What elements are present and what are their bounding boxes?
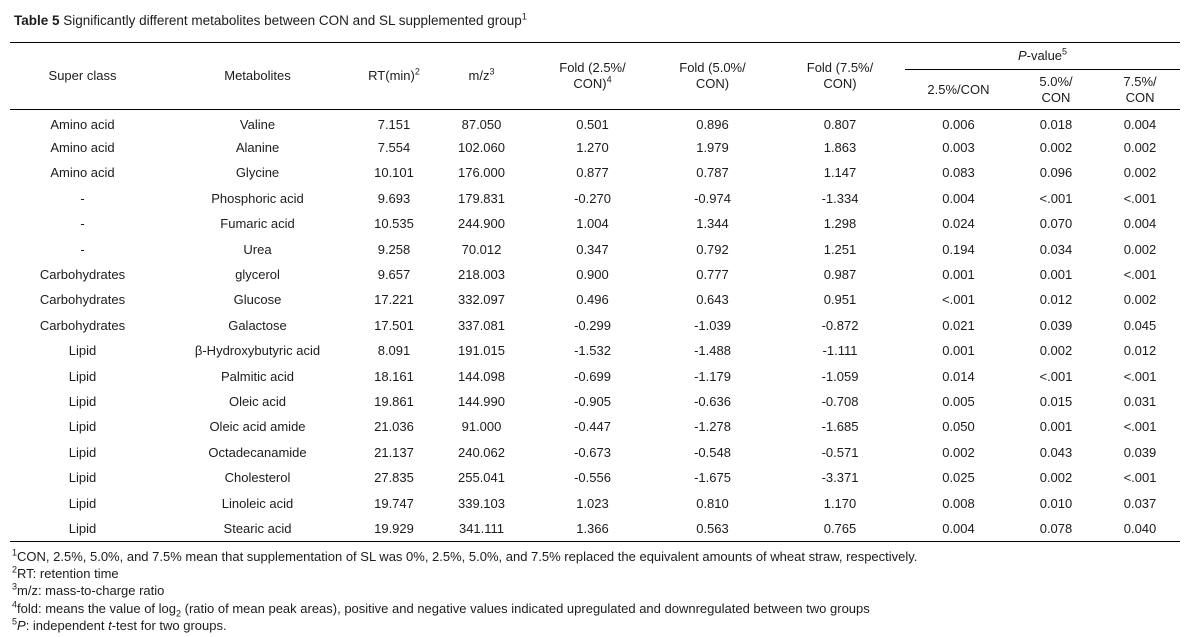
cell-fold-25: 0.900 xyxy=(576,267,609,283)
cell-super-class: Amino acid xyxy=(50,116,115,132)
cell-p-75: 0.037 xyxy=(1123,495,1157,511)
cell-p-75: <.001 xyxy=(1123,190,1157,206)
cell-p-25: 0.003 xyxy=(942,140,975,156)
cell-p-25: 0.014 xyxy=(942,368,975,384)
cell-p-25: 0.024 xyxy=(942,216,975,232)
cell-p-50: 0.001 xyxy=(1039,267,1073,283)
cell-mz: 144.990 xyxy=(458,393,505,409)
col-header-fold-75: Fold (7.5%/ CON) xyxy=(775,43,905,110)
col-header-mz: $m/z^3$ xyxy=(428,43,535,110)
cell-mz: 341.111 xyxy=(458,520,505,536)
cell-metabolite: Galactose xyxy=(228,317,287,333)
cell-super-class: Lipid xyxy=(68,419,97,435)
cell-fold-75: 0.765 xyxy=(823,520,857,536)
cell-metabolite: Octadecanamide xyxy=(208,444,307,460)
cell-p-75: 0.002 xyxy=(1123,165,1157,181)
cell-fold-50: 0.777 xyxy=(696,267,729,283)
table-row xyxy=(10,440,1180,465)
cell-fold-25: -1.532 xyxy=(574,343,611,359)
cell-p-75: 0.004 xyxy=(1123,216,1157,232)
cell-fold-75: -0.872 xyxy=(821,317,859,333)
cell-fold-25: 0.496 xyxy=(576,292,609,308)
cell-metabolite: Oleic acid xyxy=(228,393,287,409)
footnote xyxy=(12,548,1199,565)
cell-super-class: - xyxy=(80,216,85,232)
cell-fold-25: -0.905 xyxy=(574,393,611,409)
cell-fold-25: 1.270 xyxy=(576,140,609,156)
cell-rt: 9.693 xyxy=(377,190,411,206)
cell-p-25: 0.006 xyxy=(942,116,975,132)
cell-fold-25: -0.556 xyxy=(574,470,611,486)
metabolites-table xyxy=(10,42,1180,542)
cell-metabolite: Palmitic acid xyxy=(221,368,294,384)
table-row xyxy=(10,262,1180,287)
cell-super-class: Carbohydrates xyxy=(39,267,126,283)
footnote-text: m/z: mass-to-charge ratio xyxy=(17,583,165,599)
footnote-text: fold: means the value of log xyxy=(17,600,177,616)
table-row xyxy=(10,516,1180,541)
cell-fold-50: 0.792 xyxy=(696,241,729,257)
table-caption-text: Significantly different metabolites between CON and SL supplemented group xyxy=(59,13,522,28)
cell-metabolite: Cholesterol xyxy=(224,470,291,486)
cell-mz: 240.062 xyxy=(458,444,505,460)
cell-p-25: 0.005 xyxy=(942,393,975,409)
cell-mz: 144.098 xyxy=(458,368,505,384)
cell-rt: 19.747 xyxy=(374,495,414,511)
cell-rt: 17.221 xyxy=(374,292,414,308)
cell-mz: 102.060 xyxy=(458,140,505,156)
cell-rt: 21.137 xyxy=(374,444,414,460)
table-body xyxy=(10,110,1180,542)
cell-mz: 218.003 xyxy=(458,267,505,283)
cell-mz: 87.050 xyxy=(461,116,502,132)
cell-fold-75: -1.111 xyxy=(822,343,858,359)
cell-fold-25: -0.699 xyxy=(574,368,611,384)
table-row xyxy=(10,236,1180,261)
cell-fold-50: 0.896 xyxy=(696,116,729,132)
cell-p-50: <.001 xyxy=(1039,190,1073,206)
cell-metabolite: Stearic acid xyxy=(223,520,292,536)
cell-metabolite: Valine xyxy=(239,116,276,132)
cell-rt: 7.554 xyxy=(377,140,411,156)
cell-fold-75: -1.334 xyxy=(821,190,859,206)
col-header-rt: $RT(\min)^2$ xyxy=(360,43,428,110)
cell-metabolite: Glucose xyxy=(233,292,282,308)
footnote-text: P xyxy=(17,618,26,634)
cell-fold-25: 1.004 xyxy=(576,216,609,232)
table-row xyxy=(10,211,1180,236)
cell-fold-50: -1.039 xyxy=(694,317,731,333)
table-row xyxy=(10,363,1180,388)
cell-p-25: 0.083 xyxy=(942,165,975,181)
cell-metabolite: glycerol xyxy=(235,267,280,283)
table-caption-superscript: 1 xyxy=(521,11,527,22)
table-row xyxy=(10,338,1180,363)
cell-p-50: 0.010 xyxy=(1039,495,1073,511)
table-row xyxy=(10,186,1180,211)
cell-mz: 179.831 xyxy=(458,190,505,206)
cell-fold-75: 0.807 xyxy=(823,116,857,132)
cell-fold-25: 0.347 xyxy=(576,241,609,257)
cell-fold-50: 1.979 xyxy=(696,140,729,156)
cell-rt: 17.501 xyxy=(374,317,414,333)
col-header-pvalue: P-value$^5$ xyxy=(905,43,1180,70)
cell-mz: 339.103 xyxy=(458,495,505,511)
cell-mz: 337.081 xyxy=(458,317,505,333)
cell-p-25: <.001 xyxy=(942,292,975,308)
cell-p-75: 0.002 xyxy=(1123,292,1157,308)
cell-fold-50: 0.643 xyxy=(696,292,729,308)
cell-p-50: 0.001 xyxy=(1039,419,1073,435)
cell-super-class: Lipid xyxy=(68,393,97,409)
cell-super-class: - xyxy=(80,241,85,257)
cell-fold-50: 0.563 xyxy=(696,520,729,536)
table-number: Table 5 xyxy=(14,13,60,28)
cell-rt: 19.861 xyxy=(374,393,414,409)
cell-rt: 8.091 xyxy=(377,343,411,359)
cell-mz: 91.000 xyxy=(461,419,502,435)
col-header-p-50: 5.0%/ CON xyxy=(1012,70,1100,110)
cell-fold-25: -0.673 xyxy=(574,444,611,460)
table-row xyxy=(10,490,1180,515)
footnote-text: : independent xyxy=(25,618,109,634)
cell-p-75: 0.004 xyxy=(1123,116,1157,132)
cell-p-75: 0.002 xyxy=(1123,140,1157,156)
footnotes xyxy=(12,548,1199,635)
cell-super-class: Lipid xyxy=(68,470,97,486)
cell-fold-50: -1.675 xyxy=(694,470,731,486)
cell-fold-25: -0.270 xyxy=(574,190,611,206)
col-header-p-75: 7.5%/ CON xyxy=(1100,70,1180,110)
cell-p-50: 0.002 xyxy=(1039,470,1073,486)
cell-rt: 7.151 xyxy=(377,116,411,132)
cell-fold-50: -0.548 xyxy=(694,444,731,460)
cell-p-50: 0.018 xyxy=(1039,116,1073,132)
cell-fold-25: 0.877 xyxy=(576,165,609,181)
cell-p-75: 0.012 xyxy=(1123,343,1157,359)
cell-fold-50: -1.179 xyxy=(694,368,731,384)
cell-p-75: <.001 xyxy=(1123,470,1157,486)
footnote-text: RT: retention time xyxy=(17,566,119,582)
cell-metabolite: Fumaric acid xyxy=(220,216,295,232)
footnote xyxy=(12,565,1199,582)
cell-fold-75: -1.059 xyxy=(821,368,859,384)
cell-rt: 10.101 xyxy=(374,165,414,181)
cell-p-75: 0.031 xyxy=(1123,393,1157,409)
table-row xyxy=(10,389,1180,414)
cell-fold-75: 1.863 xyxy=(823,140,857,156)
cell-p-50: 0.034 xyxy=(1039,241,1073,257)
cell-fold-50: -1.278 xyxy=(694,419,731,435)
cell-p-25: 0.008 xyxy=(942,495,975,511)
col-header-super-class: Super class xyxy=(10,43,155,110)
cell-super-class: Lipid xyxy=(68,444,97,460)
cell-fold-75: -0.708 xyxy=(821,393,859,409)
footnote-marker: 5 xyxy=(12,616,18,627)
cell-super-class: Lipid xyxy=(68,368,97,384)
cell-p-50: 0.078 xyxy=(1039,520,1073,536)
cell-fold-50: -0.974 xyxy=(694,190,731,206)
cell-p-50: 0.015 xyxy=(1039,393,1073,409)
cell-metabolite: Oleic acid amide xyxy=(209,419,306,435)
cell-p-75: 0.039 xyxy=(1123,444,1157,460)
cell-rt: 19.929 xyxy=(374,520,414,536)
cell-p-50: 0.070 xyxy=(1039,216,1073,232)
cell-mz: 255.041 xyxy=(458,470,505,486)
col-header-fold-25: Fold (2.5%/ CON)$^4$ xyxy=(535,43,650,110)
table-row xyxy=(10,313,1180,338)
cell-fold-25: 1.023 xyxy=(576,495,609,511)
cell-metabolite: β-Hydroxybutyric acid xyxy=(194,343,321,359)
cell-fold-75: 1.170 xyxy=(823,495,857,511)
table-header xyxy=(10,43,1180,110)
cell-fold-25: -0.447 xyxy=(574,419,611,435)
cell-p-25: 0.021 xyxy=(942,317,975,333)
table-row xyxy=(10,160,1180,185)
cell-rt: 21.036 xyxy=(374,419,414,435)
cell-super-class: Lipid xyxy=(68,495,97,511)
cell-mz: 244.900 xyxy=(458,216,505,232)
cell-fold-50: 0.787 xyxy=(696,165,729,181)
cell-fold-50: -0.636 xyxy=(694,393,731,409)
cell-p-25: 0.004 xyxy=(942,520,975,536)
cell-metabolite: Urea xyxy=(243,241,272,257)
footnote-text: 2 xyxy=(176,608,182,619)
cell-rt: 27.835 xyxy=(374,470,414,486)
footnote-marker: 1 xyxy=(12,547,18,558)
cell-p-75: 0.002 xyxy=(1123,241,1157,257)
cell-super-class: Lipid xyxy=(68,520,97,536)
footnote-marker: 3 xyxy=(12,582,18,593)
cell-super-class: Carbohydrates xyxy=(39,317,126,333)
cell-rt: 18.161 xyxy=(374,368,414,384)
table-row xyxy=(10,414,1180,439)
cell-mz: 70.012 xyxy=(461,241,502,257)
cell-fold-75: 1.147 xyxy=(823,165,857,181)
footnote-marker: 2 xyxy=(12,564,18,575)
footnote xyxy=(12,600,1199,617)
cell-fold-75: 1.298 xyxy=(823,216,857,232)
cell-super-class: Carbohydrates xyxy=(39,292,126,308)
cell-p-75: 0.040 xyxy=(1123,520,1157,536)
table-row xyxy=(10,110,1180,135)
cell-p-50: 0.096 xyxy=(1039,165,1073,181)
cell-fold-50: 0.810 xyxy=(696,495,729,511)
cell-fold-75: 1.251 xyxy=(823,241,857,257)
cell-fold-50: -1.488 xyxy=(694,343,731,359)
cell-fold-50: 1.344 xyxy=(696,216,729,232)
footnote-marker: 4 xyxy=(12,599,18,610)
cell-metabolite: Glycine xyxy=(235,165,280,181)
cell-p-50: 0.002 xyxy=(1039,343,1073,359)
cell-fold-75: -1.685 xyxy=(821,419,859,435)
cell-super-class: Amino acid xyxy=(50,165,115,181)
footnote-text: (ratio of mean peak areas), positive and negative values indicated upregulated and downregulated between two groups xyxy=(181,600,870,616)
cell-fold-25: 0.501 xyxy=(576,116,609,132)
cell-p-25: 0.001 xyxy=(942,267,975,283)
cell-metabolite: Linoleic acid xyxy=(221,495,294,511)
cell-p-50: 0.039 xyxy=(1039,317,1073,333)
cell-p-25: 0.050 xyxy=(942,419,975,435)
cell-fold-75: -0.571 xyxy=(821,444,859,460)
cell-p-75: <.001 xyxy=(1123,267,1157,283)
cell-p-50: 0.012 xyxy=(1039,292,1073,308)
cell-p-50: 0.043 xyxy=(1039,444,1073,460)
cell-metabolite: Phosphoric acid xyxy=(211,190,304,206)
cell-p-75: 0.045 xyxy=(1123,317,1157,333)
cell-p-25: 0.004 xyxy=(942,190,975,206)
cell-p-50: 0.002 xyxy=(1039,140,1073,156)
col-header-fold-50: Fold (5.0%/ CON) xyxy=(650,43,775,110)
cell-mz: 176.000 xyxy=(458,165,505,181)
cell-p-25: 0.001 xyxy=(942,343,975,359)
footnote xyxy=(12,617,1199,634)
cell-mz: 191.015 xyxy=(458,343,505,359)
table-row xyxy=(10,465,1180,490)
cell-fold-75: -3.371 xyxy=(821,470,859,486)
footnote-text: CON, 2.5%, 5.0%, and 7.5% mean that supplementation of SL was 0%, 2.5%, 5.0%, and 7.5% replaced the equivalent amounts of wheat straw, respectively. xyxy=(17,548,918,564)
cell-rt: 10.535 xyxy=(374,216,414,232)
cell-rt: 9.258 xyxy=(377,241,411,257)
table-caption xyxy=(0,0,1199,30)
cell-p-25: 0.002 xyxy=(942,444,975,460)
cell-p-75: <.001 xyxy=(1123,368,1157,384)
cell-fold-25: 1.366 xyxy=(576,520,609,536)
table-row xyxy=(10,135,1180,160)
cell-fold-75: 0.987 xyxy=(823,267,857,283)
cell-super-class: Lipid xyxy=(68,343,97,359)
cell-super-class: - xyxy=(80,190,85,206)
cell-p-25: 0.194 xyxy=(942,241,975,257)
cell-p-25: 0.025 xyxy=(942,470,975,486)
cell-mz: 332.097 xyxy=(458,292,505,308)
footnote-text: -test for two groups. xyxy=(111,618,227,634)
cell-rt: 9.657 xyxy=(377,267,411,283)
table-row xyxy=(10,287,1180,312)
cell-metabolite: Alanine xyxy=(235,140,280,156)
footnote-text: t xyxy=(108,618,112,634)
cell-fold-75: 0.951 xyxy=(823,292,857,308)
cell-p-50: <.001 xyxy=(1039,368,1073,384)
cell-super-class: Amino acid xyxy=(50,140,115,156)
cell-p-75: <.001 xyxy=(1123,419,1157,435)
cell-fold-25: -0.299 xyxy=(574,317,611,333)
footnote xyxy=(12,582,1199,599)
col-header-metabolites: Metabolites xyxy=(155,43,360,110)
col-header-p-25: 2.5%/CON xyxy=(905,70,1012,110)
